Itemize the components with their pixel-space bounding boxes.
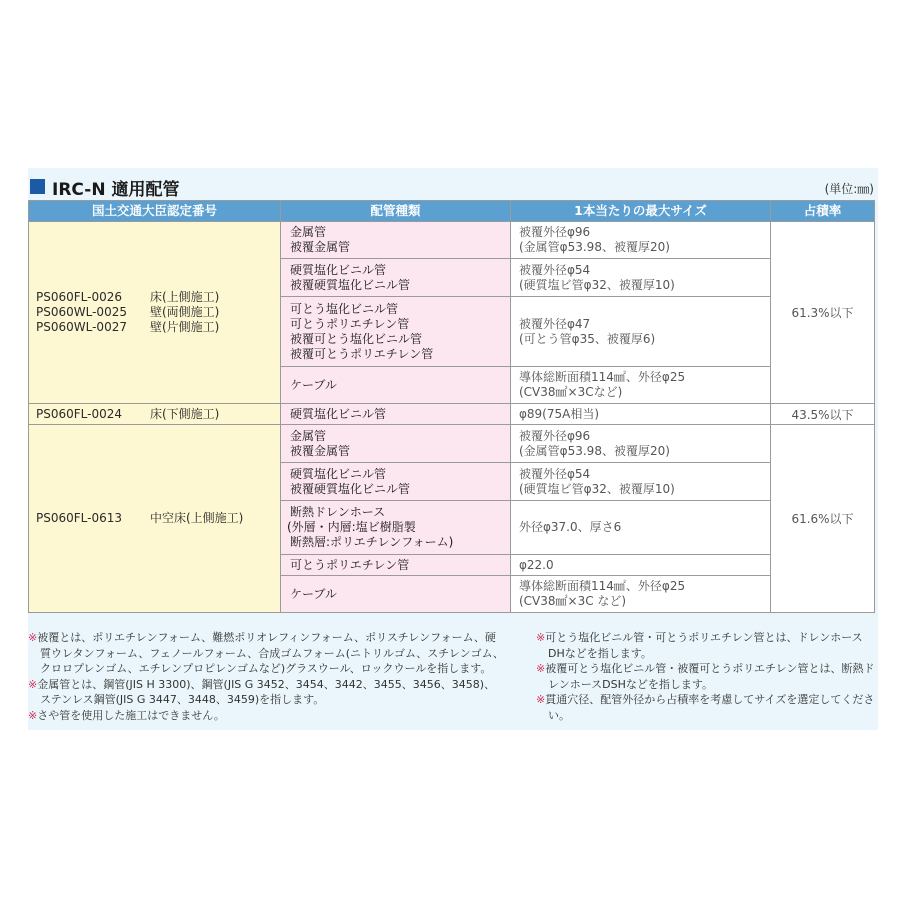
max-size-cell: 被覆外径φ96 (金属管φ53.98、被覆厚20): [511, 222, 771, 259]
footnote: ※金属管とは、鋼管(JIS H 3300)、鋼管(JIS G 3452、3454、3442、3455、3456、3458)、ステンレス鋼管(JIS G 3447、3448、3459)を指します。: [28, 677, 496, 706]
footnote: ※被覆とは、ポリエチレンフォーム、難燃ポリオレフィンフォーム、ポリスチレンフォーム、硬質ウレタンフォーム、フェノールフォーム、合成ゴムフォーム(ニトリルゴム、スチレンゴム、クロロプレンゴム、エチレンプロピレンゴムなど)グラスウール、ロックウールを指します。: [28, 631, 504, 675]
footnote: ※被覆可とう塩化ビニル管・被覆可とうポリエチレン管とは、断熱ドレンホースDSHなどを指します。: [536, 662, 875, 691]
pipe-type-cell: ケーブル: [281, 576, 511, 613]
table-header-row: [29, 201, 875, 222]
pipe-spec-table: [28, 200, 875, 613]
max-size-cell: 導体総断面積114㎟、外径φ25 (CV38㎟×3Cなど): [511, 367, 771, 404]
max-size-cell: φ89(75A相当): [511, 404, 771, 425]
cert-entry: PS060FL-0613 中空床(上側施工): [36, 511, 244, 525]
cert-entry: PS060WL-0025 壁(両側施工): [36, 305, 220, 319]
cert-number-cell: [29, 222, 281, 404]
max-size-cell: 導体総断面積114㎟、外径φ25 (CV38㎟×3C など): [511, 576, 771, 613]
cert-number-cell: [29, 425, 281, 613]
footnote: ※さや管を使用した施工はできません。: [28, 708, 225, 722]
cert-number-cell: [29, 404, 281, 425]
notes-left: [28, 630, 504, 723]
pipe-type-cell: ケーブル: [281, 367, 511, 404]
unit-label: (単位:㎜): [824, 182, 874, 196]
column-header: 国土交通大臣認定番号: [29, 201, 281, 222]
table-row: [29, 404, 875, 425]
footnote: ※貫通穴径、配管外径から占積率を考慮してサイズを選定してください。: [536, 693, 875, 722]
max-size-cell: 外径φ37.0、厚さ6: [511, 501, 771, 555]
section-title: IRC-N 適用配管: [52, 180, 180, 200]
max-size-cell: 被覆外径φ47 (可とう管φ35、被覆厚6): [511, 297, 771, 367]
cert-entry: PS060WL-0027 壁(片側施工): [36, 320, 220, 334]
table-row: [29, 222, 875, 259]
pipe-type-cell: 硬質塩化ビニル管 被覆硬質塩化ビニル管: [281, 463, 511, 501]
max-size-cell: 被覆外径φ96 (金属管φ53.98、被覆厚20): [511, 425, 771, 463]
cert-entry: PS060FL-0024 床(下側施工): [36, 406, 220, 421]
title-row: [28, 174, 878, 198]
spec-panel: [28, 168, 878, 730]
table-row: [29, 425, 875, 463]
ratio-cell: 61.6%以下: [771, 425, 875, 613]
pipe-type-cell: 硬質塩化ビニル管 被覆硬質塩化ビニル管: [281, 259, 511, 297]
pipe-type-cell: 可とう塩化ビニル管 可とうポリエチレン管 被覆可とう塩化ビニル管 被覆可とうポリエチレン管: [281, 297, 511, 367]
max-size-cell: 被覆外径φ54 (硬質塩ビ管φ32、被覆厚10): [511, 463, 771, 501]
column-header: 占積率: [771, 201, 875, 222]
cert-entry: PS060FL-0026 床(上側施工): [36, 290, 220, 304]
max-size-cell: 被覆外径φ54 (硬質塩ビ管φ32、被覆厚10): [511, 259, 771, 297]
pipe-type-cell: 可とうポリエチレン管: [281, 555, 511, 576]
column-header: 配管種類: [281, 201, 511, 222]
ratio-cell: 61.3%以下: [771, 222, 875, 404]
column-header: 1本当たりの最大サイズ: [511, 201, 771, 222]
footnote: ※可とう塩化ビニル管・可とうポリエチレン管とは、ドレンホースDHなどを指します。: [536, 631, 863, 660]
pipe-type-cell: 断熱ドレンホース (外層・内層:塩ビ樹脂製 断熱層:ポリエチレンフォーム): [281, 501, 511, 555]
title-square-icon: [30, 179, 45, 194]
pipe-type-cell: 硬質塩化ビニル管: [281, 404, 511, 425]
ratio-cell: 43.5%以下: [771, 404, 875, 425]
max-size-cell: φ22.0: [511, 555, 771, 576]
pipe-type-cell: 金属管 被覆金属管: [281, 425, 511, 463]
notes-right: [536, 630, 878, 723]
pipe-type-cell: 金属管 被覆金属管: [281, 222, 511, 259]
